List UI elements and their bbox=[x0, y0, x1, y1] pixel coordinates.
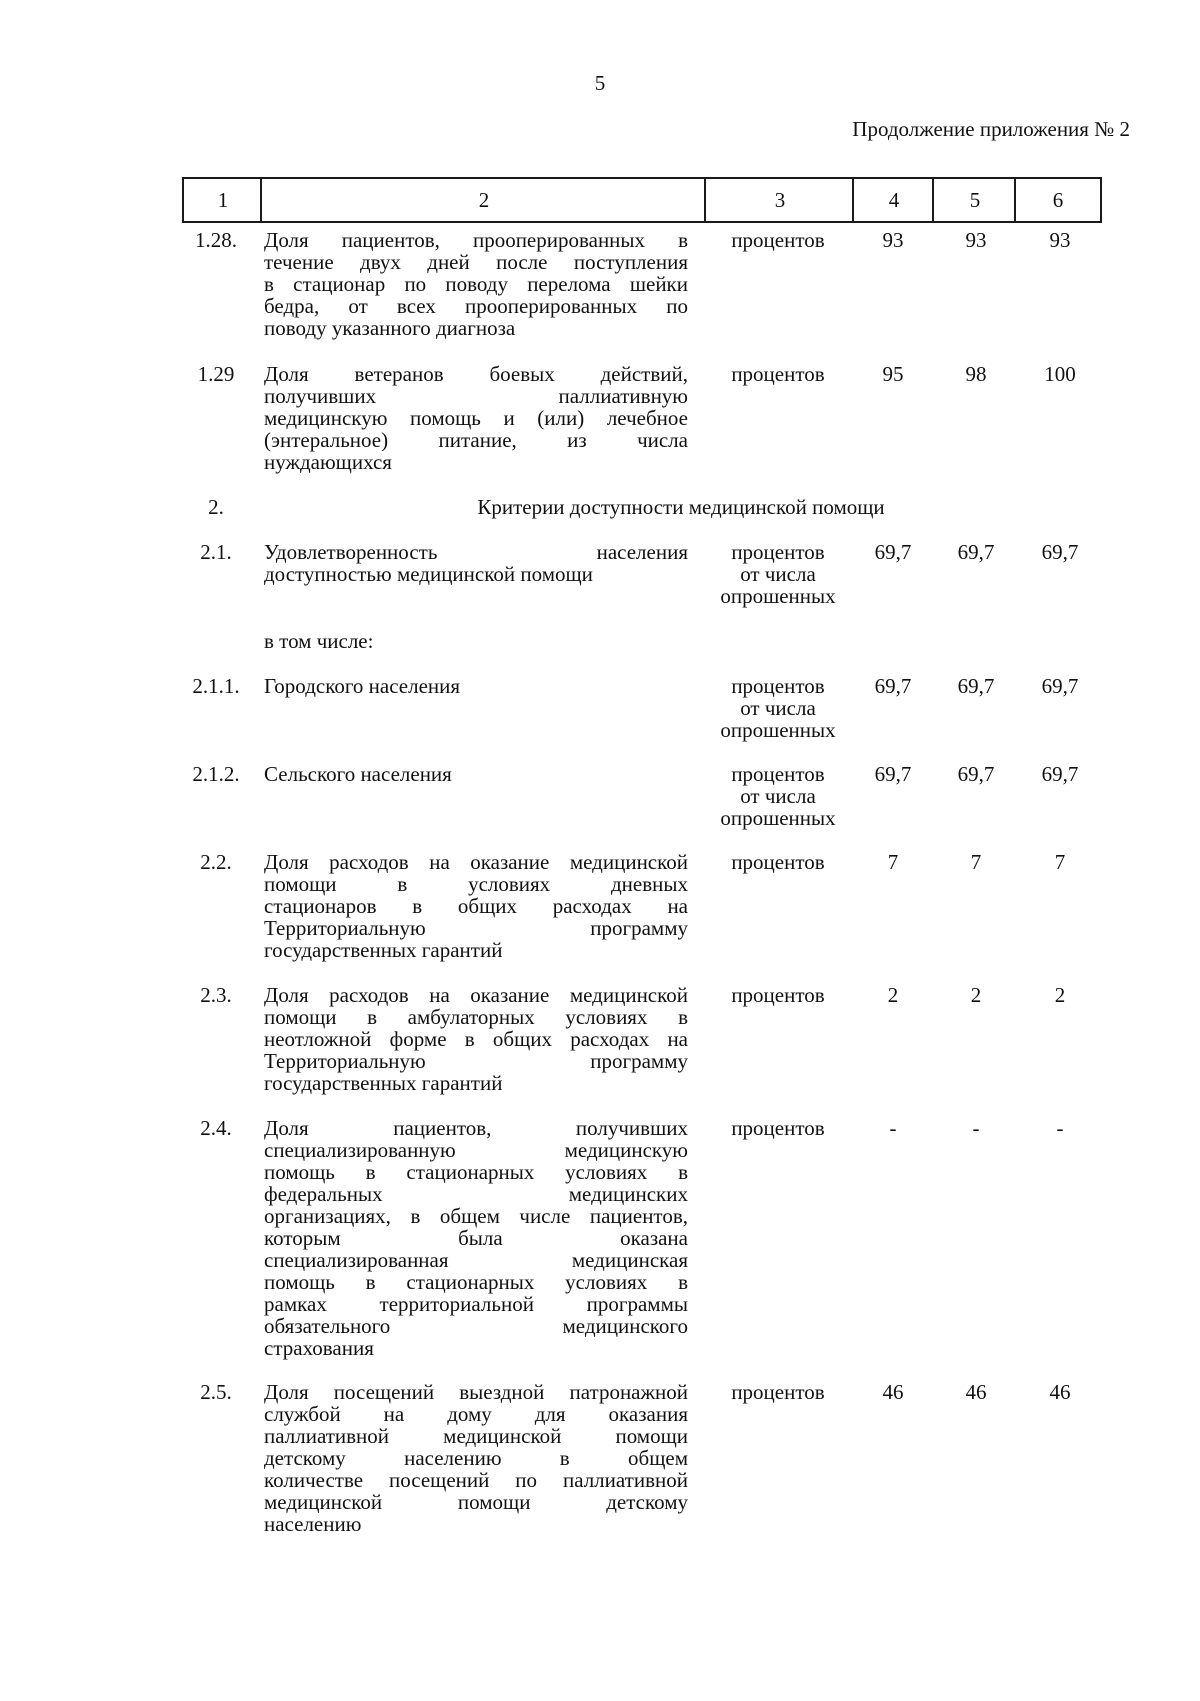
row-unit bbox=[706, 541, 850, 607]
description-line: количестве посещений по паллиативной bbox=[264, 1468, 688, 1492]
row-number: 2.5. bbox=[200, 1380, 232, 1404]
description-line: организациях, в общем числе пациентов, bbox=[264, 1204, 688, 1228]
row-value: 2 bbox=[887, 983, 899, 1007]
description-line: помощь в стационарных условиях в bbox=[264, 1270, 688, 1294]
description-line: специализированная медицинская bbox=[264, 1248, 688, 1272]
description-line: нуждающихся bbox=[264, 450, 392, 474]
table-header-cell: 4 bbox=[852, 177, 934, 223]
row-description bbox=[264, 984, 688, 1094]
row-value: 93 bbox=[882, 228, 904, 252]
description-line: Сельского населения bbox=[264, 762, 452, 786]
description-line: Доля пациентов, получивших bbox=[264, 1116, 688, 1140]
row-unit: процентов bbox=[731, 228, 825, 252]
description-line: специализированную медицинскую bbox=[264, 1138, 688, 1162]
description-line: службой на дому для оказания bbox=[264, 1402, 688, 1426]
row-value: 100 bbox=[1044, 362, 1076, 386]
description-line: медицинской помощи детскому bbox=[264, 1490, 688, 1514]
row-description bbox=[264, 1381, 688, 1535]
row-number: 2.1.2. bbox=[192, 762, 240, 786]
row-value: 69,7 bbox=[874, 762, 912, 786]
description-line: государственных гарантий bbox=[264, 938, 503, 962]
description-line: помощи в условиях дневных bbox=[264, 872, 688, 896]
description-line: помощи в амбулаторных условиях в bbox=[264, 1005, 688, 1029]
row-value: 7 bbox=[887, 850, 899, 874]
unit-line: от числа bbox=[740, 784, 816, 808]
row-value: 98 bbox=[965, 362, 987, 386]
row-value: 69,7 bbox=[1041, 540, 1079, 564]
description-line: медицинскую помощь и (или) лечебное bbox=[264, 406, 688, 430]
description-line: паллиативной медицинской помощи bbox=[264, 1424, 688, 1448]
unit-line: процентов bbox=[731, 762, 825, 786]
description-line: помощь в стационарных условиях в bbox=[264, 1160, 688, 1184]
description-line: Территориальную программу bbox=[264, 916, 688, 940]
row-value: 93 bbox=[965, 228, 987, 252]
row-value: 69,7 bbox=[874, 540, 912, 564]
row-number: 2.1.1. bbox=[192, 674, 240, 698]
unit-line: опрошенных bbox=[720, 584, 836, 608]
page-number: 5 bbox=[594, 71, 606, 95]
row-value: - bbox=[1056, 1116, 1064, 1140]
row-value: 69,7 bbox=[957, 762, 995, 786]
row-value: 93 bbox=[1049, 228, 1071, 252]
row-unit bbox=[706, 675, 850, 741]
row-value: 69,7 bbox=[957, 674, 995, 698]
description-line: страхования bbox=[264, 1336, 374, 1360]
description-line: поводу указанного диагноза bbox=[264, 316, 516, 340]
row-value: 46 bbox=[965, 1380, 987, 1404]
description-line: обязательного медицинского bbox=[264, 1314, 688, 1338]
description-line: (энтеральное) питание, из числа bbox=[264, 428, 688, 452]
description-line: Доля расходов на оказание медицинской bbox=[264, 850, 688, 874]
row-value: 95 bbox=[882, 362, 904, 386]
description-line: государственных гарантий bbox=[264, 1071, 503, 1095]
description-line: рамках территориальной программы bbox=[264, 1292, 688, 1316]
row-description bbox=[264, 541, 688, 585]
row-value: - bbox=[889, 1116, 897, 1140]
description-line: получивших паллиативную bbox=[264, 384, 688, 408]
description-line: детскому населению в общем bbox=[264, 1446, 688, 1470]
row-value: 46 bbox=[882, 1380, 904, 1404]
description-line: Территориальную программу bbox=[264, 1049, 688, 1073]
row-description bbox=[264, 229, 688, 339]
table-header-cell: 1 bbox=[182, 177, 262, 223]
description-line: Доля посещений выездной патронажной bbox=[264, 1380, 688, 1404]
row-unit: процентов bbox=[731, 362, 825, 386]
row-number: 1.29 bbox=[197, 362, 235, 386]
description-line: в стационар по поводу перелома шейки bbox=[264, 272, 688, 296]
row-unit: процентов bbox=[731, 983, 825, 1007]
description-line: стационаров в общих расходах на bbox=[264, 894, 688, 918]
row-value: 2 bbox=[970, 983, 982, 1007]
unit-line: от числа bbox=[740, 696, 816, 720]
row-value: 69,7 bbox=[1041, 674, 1079, 698]
table-header-cell: 2 bbox=[260, 177, 706, 223]
row-value: 69,7 bbox=[1041, 762, 1079, 786]
section-number: 2. bbox=[208, 495, 224, 519]
description-line: Доля пациентов, прооперированных в bbox=[264, 228, 688, 252]
row-unit: процентов bbox=[731, 1380, 825, 1404]
description-line: Городского населения bbox=[264, 674, 461, 698]
row-value: - bbox=[972, 1116, 980, 1140]
description-line: Доля ветеранов боевых действий, bbox=[264, 362, 688, 386]
description-line: Удовлетворенность населения bbox=[264, 540, 688, 564]
row-number: 1.28. bbox=[195, 228, 237, 252]
row-description bbox=[264, 851, 688, 961]
description-line: Доля расходов на оказание медицинской bbox=[264, 983, 688, 1007]
row-value: 7 bbox=[1054, 850, 1066, 874]
row-description bbox=[264, 1117, 688, 1359]
description-line: федеральных медицинских bbox=[264, 1182, 688, 1206]
description-line: доступностью медицинской помощи bbox=[264, 562, 593, 586]
row-description bbox=[264, 363, 688, 473]
description-line: неотложной форме в общих расходах на bbox=[264, 1027, 688, 1051]
row-value: 46 bbox=[1049, 1380, 1071, 1404]
row-value: 2 bbox=[1054, 983, 1066, 1007]
table-header-cell: 3 bbox=[704, 177, 854, 223]
row-number: 2.2. bbox=[200, 850, 232, 874]
description-line: которым была оказана bbox=[264, 1226, 688, 1250]
table-header-cell: 5 bbox=[932, 177, 1016, 223]
row-unit: процентов bbox=[731, 850, 825, 874]
row-unit: процентов bbox=[731, 1116, 825, 1140]
unit-line: опрошенных bbox=[720, 718, 836, 742]
unit-line: процентов bbox=[731, 540, 825, 564]
unit-line: опрошенных bbox=[720, 806, 836, 830]
including-label: в том числе: bbox=[264, 629, 374, 653]
section-title: Критерии доступности медицинской помощи bbox=[477, 495, 885, 519]
row-unit bbox=[706, 763, 850, 829]
description-line: населению bbox=[264, 1512, 362, 1536]
row-value: 7 bbox=[970, 850, 982, 874]
unit-line: от числа bbox=[740, 562, 816, 586]
description-line: бедра, от всех прооперированных по bbox=[264, 294, 688, 318]
row-value: 69,7 bbox=[957, 540, 995, 564]
appendix-continuation-label: Продолжение приложения № 2 bbox=[852, 117, 1130, 141]
row-number: 2.4. bbox=[200, 1116, 232, 1140]
description-line: течение двух дней после поступления bbox=[264, 250, 688, 274]
row-number: 2.3. bbox=[200, 983, 232, 1007]
unit-line: процентов bbox=[731, 674, 825, 698]
row-description bbox=[264, 675, 688, 697]
table-header-cell: 6 bbox=[1014, 177, 1102, 223]
row-number: 2.1. bbox=[200, 540, 232, 564]
row-value: 69,7 bbox=[874, 674, 912, 698]
row-description bbox=[264, 763, 688, 785]
